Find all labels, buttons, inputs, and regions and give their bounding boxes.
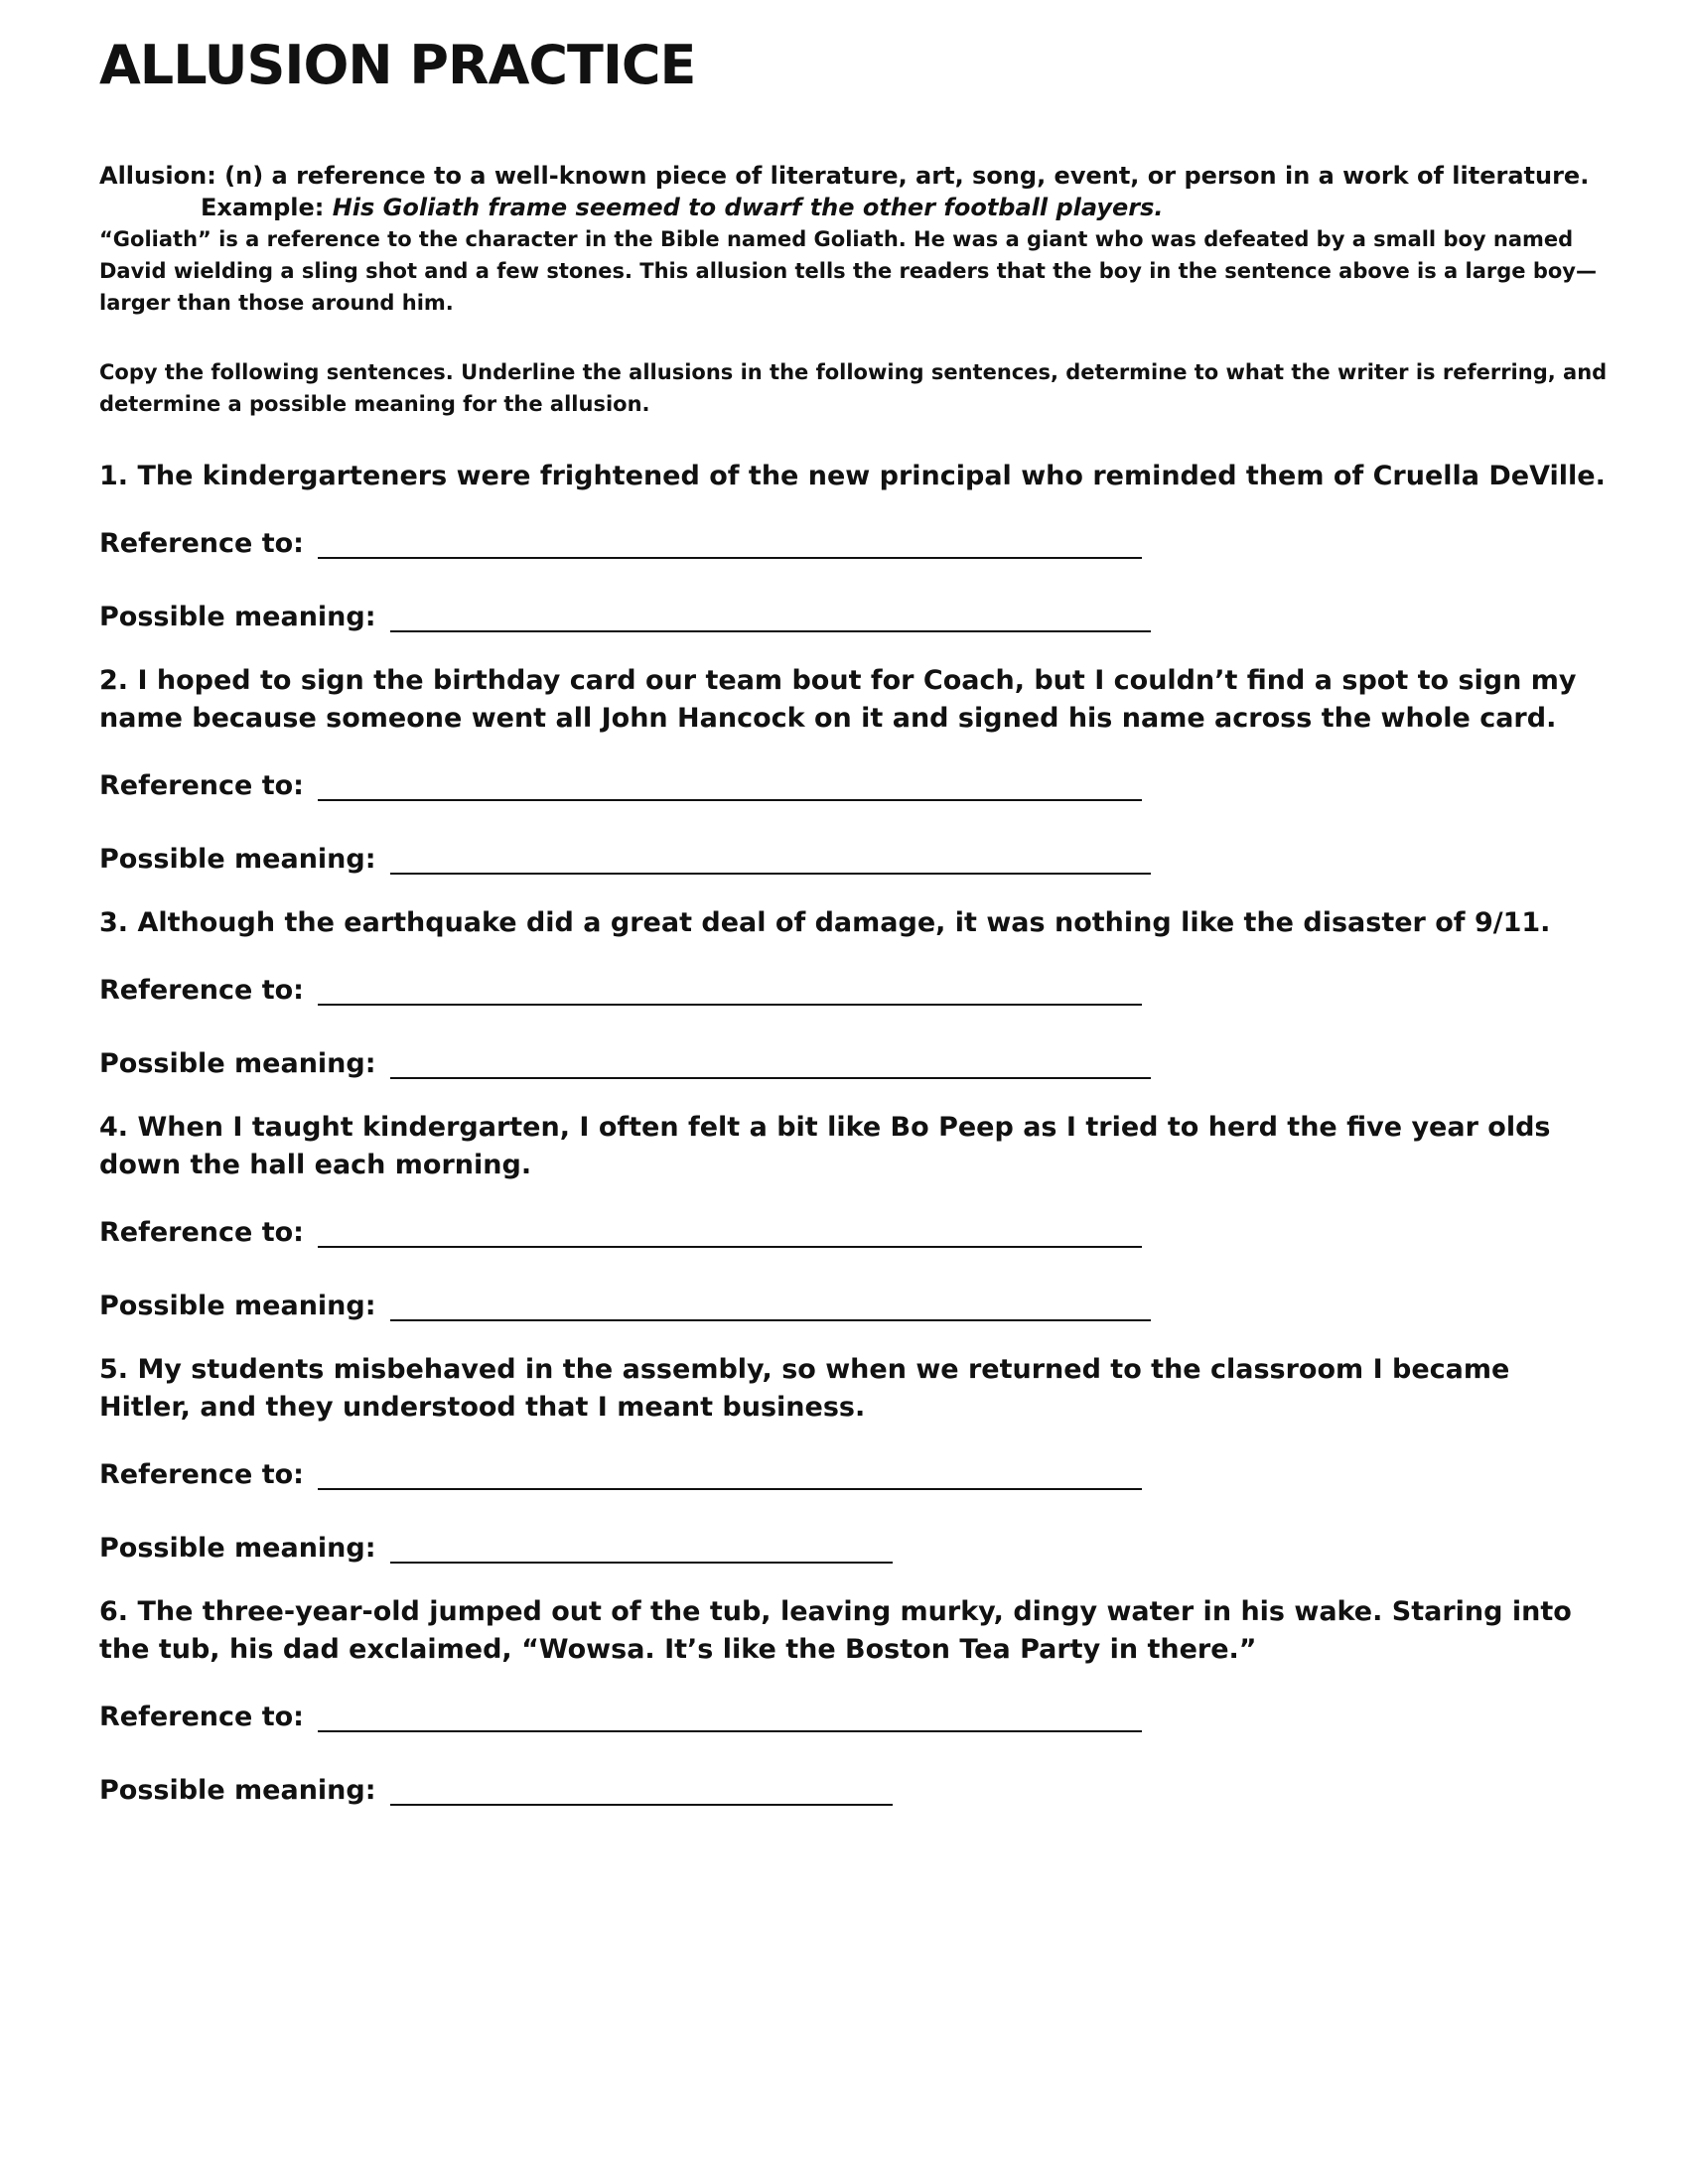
exercise-list	[99, 458, 1609, 1806]
worksheet-page	[99, 36, 1609, 1836]
reference-row	[99, 968, 1609, 1006]
intro-section	[99, 160, 1609, 319]
reference-row	[99, 763, 1609, 801]
reference-label: Reference to:	[99, 770, 304, 802]
exercise-sentence: 3. Although the earthquake did a great deal of damage, it was nothing like the disaster of 9/11.	[99, 907, 1551, 939]
reference-answer-line[interactable]	[318, 1701, 1142, 1732]
reference-row	[99, 1695, 1609, 1732]
reference-label: Reference to:	[99, 1459, 304, 1491]
reference-row	[99, 1452, 1609, 1490]
meaning-answer-line[interactable]	[390, 1290, 1151, 1321]
example-label: Example:	[201, 194, 325, 222]
reference-row	[99, 521, 1609, 559]
meaning-answer-line[interactable]	[390, 843, 1151, 875]
meaning-row	[99, 1768, 1609, 1806]
meaning-label: Possible meaning:	[99, 1533, 376, 1565]
exercise-item	[99, 1109, 1609, 1321]
reference-answer-line[interactable]	[318, 1458, 1142, 1490]
meaning-answer-line[interactable]	[390, 1774, 893, 1806]
meaning-label: Possible meaning:	[99, 844, 376, 876]
meaning-answer-line[interactable]	[390, 1532, 893, 1564]
exercise-sentence: 1. The kindergarteners were frightened of the new principal who reminded them of Cruella DeVille.	[99, 461, 1606, 492]
page-title: ALLUSION PRACTICE	[99, 34, 696, 96]
meaning-label: Possible meaning:	[99, 1291, 376, 1322]
meaning-label: Possible meaning:	[99, 602, 376, 633]
instructions: Copy the following sentences. Underline the allusions in the following sentences, determine to what the writer is referring, and determine a possible meaning for the allusion.	[99, 360, 1608, 417]
meaning-label: Possible meaning:	[99, 1048, 376, 1080]
meaning-row	[99, 1284, 1609, 1321]
exercise-sentence: 2. I hoped to sign the birthday card our team bout for Coach, but I couldn’t find a spot to sign my name because someone went all John Hancock on it and signed his name across the whole card.	[99, 665, 1577, 735]
exercise-sentence: 6. The three-year-old jumped out of the tub, leaving murky, dingy water in his wake. Staring into the tub, his dad exclaimed, “Wowsa. It’s like the Boston Tea Party in there.”	[99, 1596, 1572, 1666]
meaning-row	[99, 1041, 1609, 1079]
exercise-item	[99, 662, 1609, 875]
reference-answer-line[interactable]	[318, 769, 1142, 801]
exercise-sentence: 4. When I taught kindergarten, I often felt a bit like Bo Peep as I tried to herd the five year olds down the hall each morning.	[99, 1112, 1551, 1181]
reference-answer-line[interactable]	[318, 527, 1142, 559]
reference-answer-line[interactable]	[318, 974, 1142, 1006]
reference-label: Reference to:	[99, 1702, 304, 1733]
meaning-answer-line[interactable]	[390, 1047, 1151, 1079]
meaning-row	[99, 595, 1609, 632]
exercise-item	[99, 1351, 1609, 1564]
meaning-row	[99, 837, 1609, 875]
example-line	[99, 192, 1609, 223]
exercise-item	[99, 1593, 1609, 1806]
reference-label: Reference to:	[99, 975, 304, 1007]
reference-label: Reference to:	[99, 1217, 304, 1249]
exercise-item	[99, 458, 1609, 632]
definition: Allusion: (n) a reference to a well-known piece of literature, art, song, event, or person in a work of literature.	[99, 162, 1590, 191]
reference-row	[99, 1210, 1609, 1248]
exercise-sentence: 5. My students misbehaved in the assembly, so when we returned to the classroom I became Hitler, and they understood that I meant business.	[99, 1354, 1510, 1424]
meaning-row	[99, 1526, 1609, 1564]
explanation: “Goliath” is a reference to the character in the Bible named Goliath. He was a giant who was defeated by a small boy named David wielding a sling shot and a few stones. This allusion tells the readers that the boy in the sentence above is a large boy—larger than those around him.	[99, 227, 1597, 316]
meaning-answer-line[interactable]	[390, 601, 1151, 632]
exercise-item	[99, 904, 1609, 1079]
meaning-label: Possible meaning:	[99, 1775, 376, 1807]
reference-label: Reference to:	[99, 528, 304, 560]
example-text: His Goliath frame seemed to dwarf the other football players.	[332, 194, 1164, 222]
reference-answer-line[interactable]	[318, 1216, 1142, 1248]
